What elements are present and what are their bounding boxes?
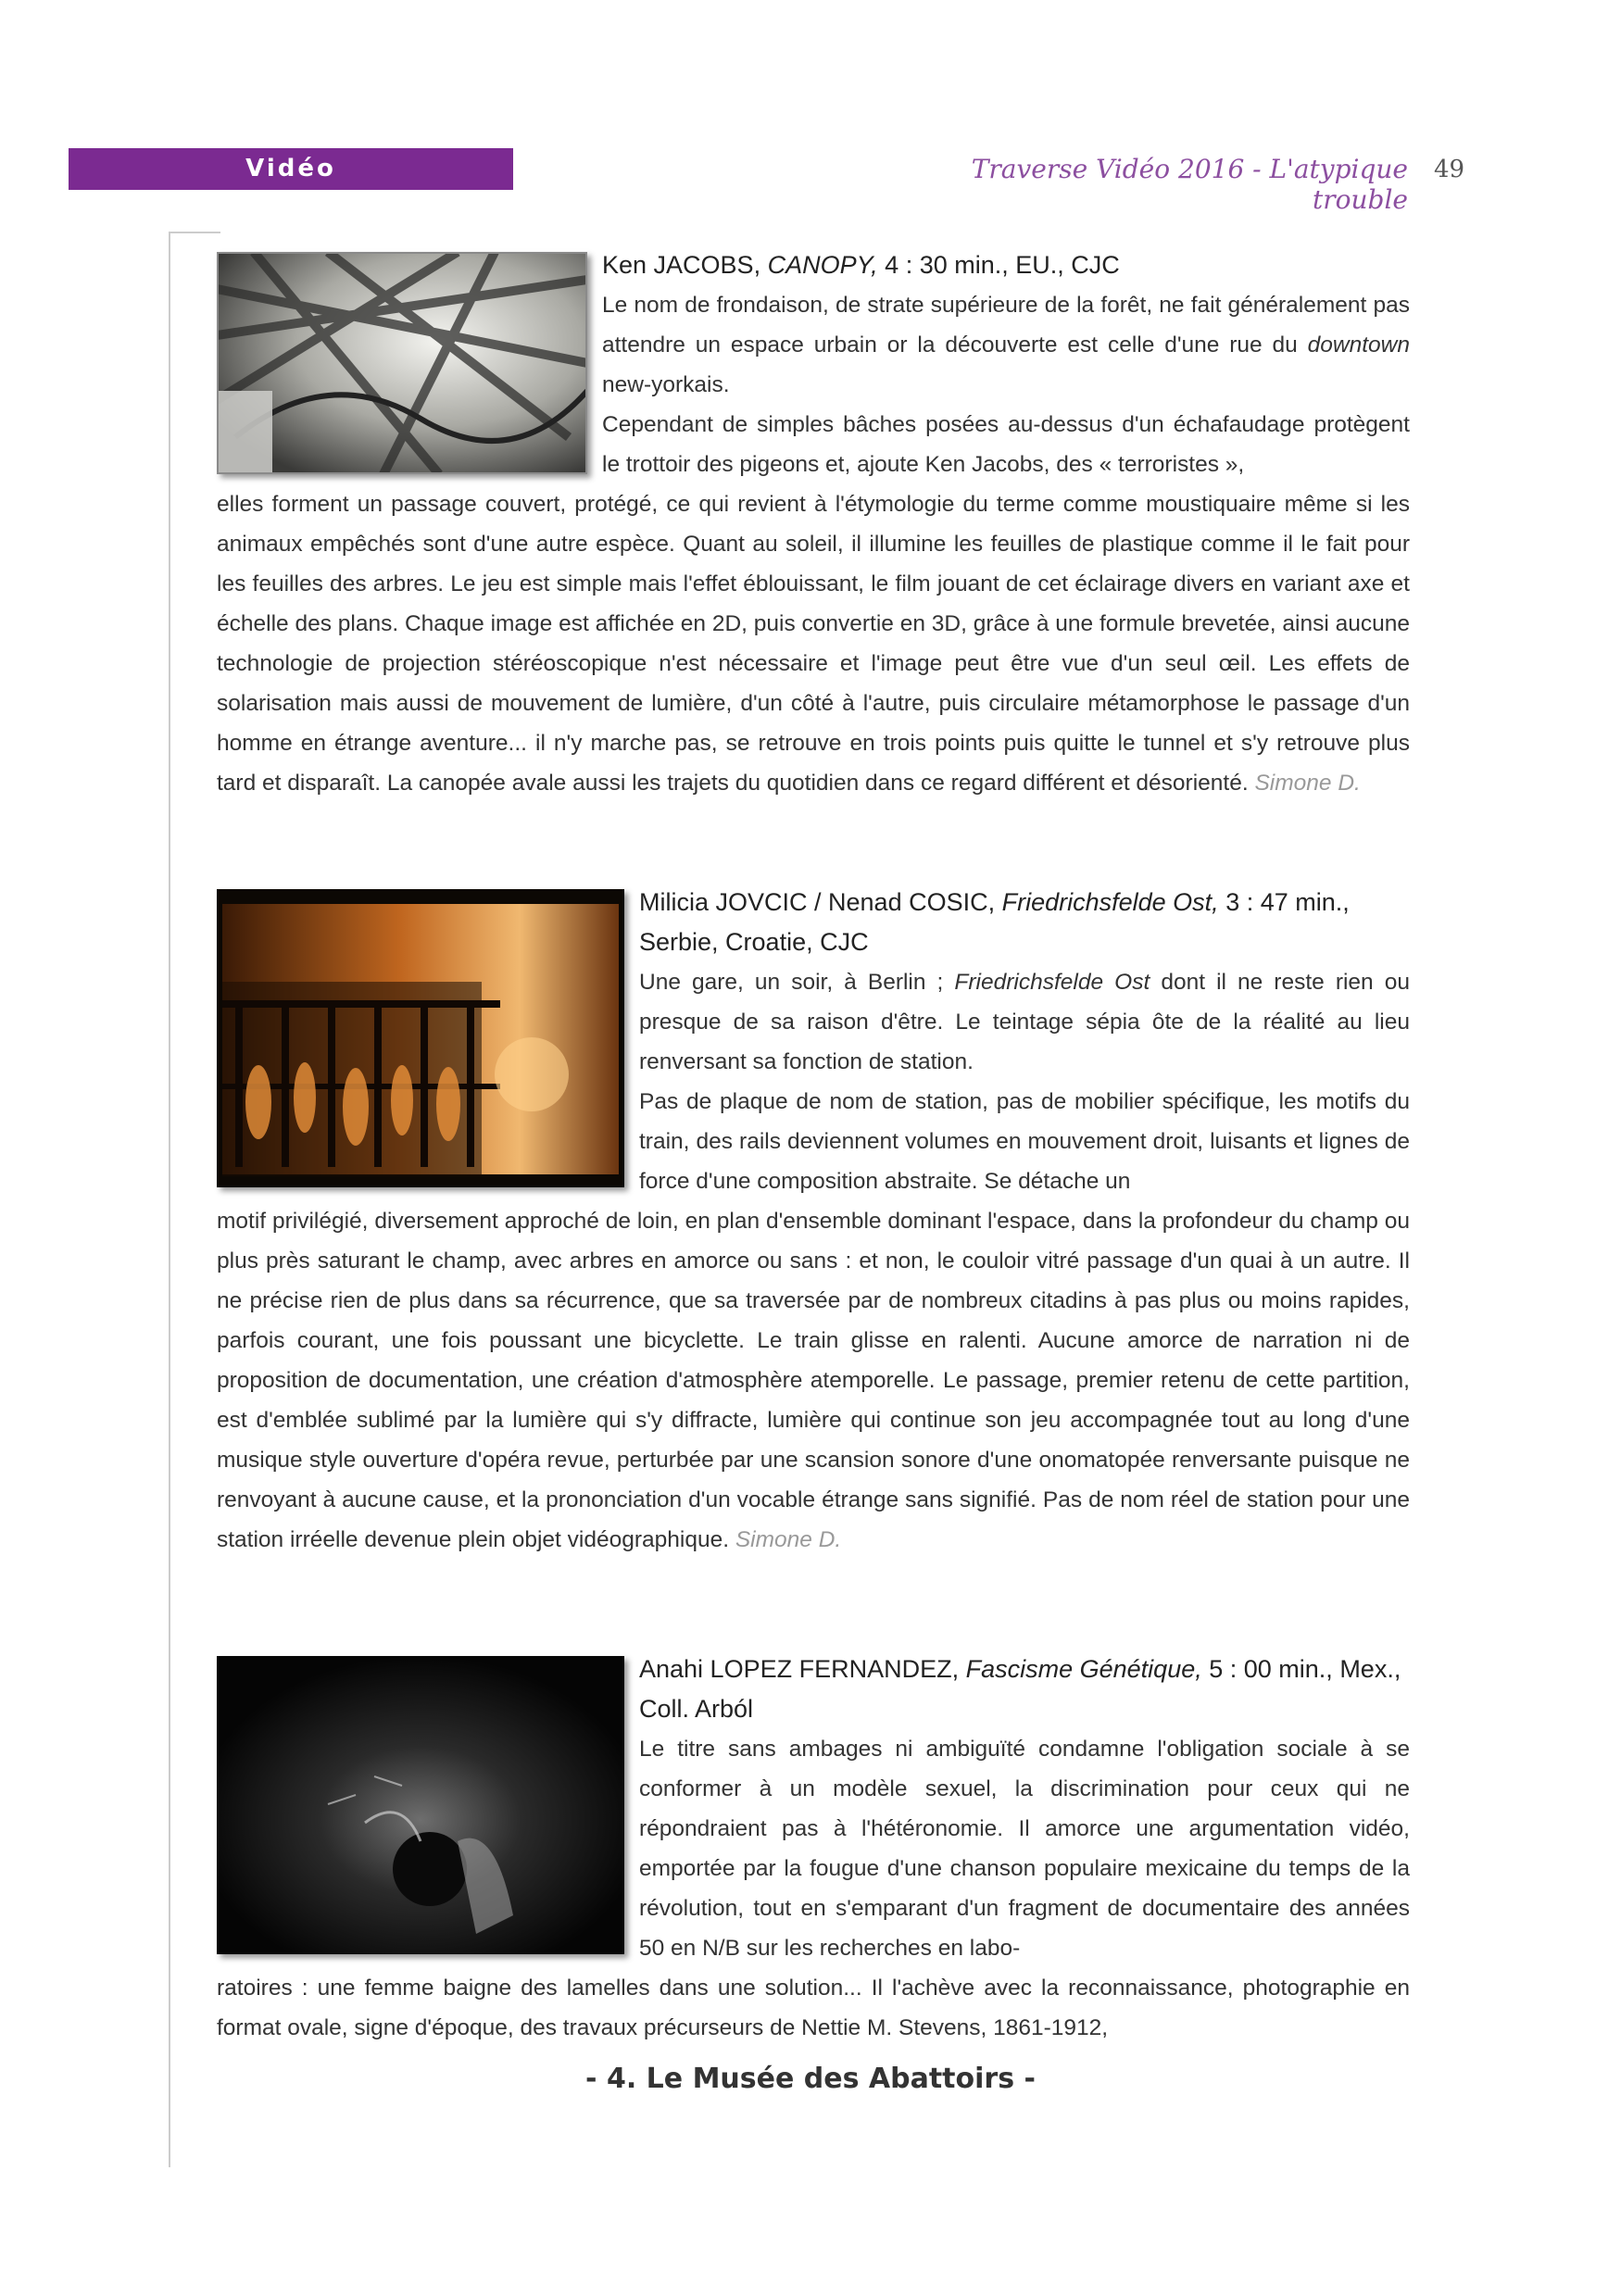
text-run: Une gare, un soir, à Berlin ; — [639, 970, 944, 995]
friedrichsfelde-still-image — [217, 889, 624, 1187]
margin-rule — [169, 232, 170, 2167]
signature: Simone D. — [735, 1527, 842, 1552]
margin-rule-top — [169, 232, 220, 233]
entry-author: Anahi LOPEZ FERNANDEZ, — [639, 1655, 960, 1683]
entry-heading — [639, 1650, 1410, 1729]
entry-meta: 5 : 00 min., Mex., Coll. Arból — [639, 1655, 1401, 1723]
fascisme-genetique-still-image — [217, 1656, 624, 1954]
entry-author: Milicia JOVCIC / Nenad COSIC, — [639, 888, 996, 916]
text-run: new-yorkais. — [602, 372, 730, 397]
entry-title: Friedrichsfelde Ost, — [1001, 888, 1219, 916]
text-run: dont il ne reste rien ou presque de sa raison d'être. Le teintage sépia ôte de la réalité au lieu renversant sa fonction de station. — [639, 970, 1410, 1074]
entry-canopy — [602, 245, 1410, 484]
page-number: 49 — [1434, 156, 1465, 183]
entry-author: Ken JACOBS, — [602, 251, 761, 279]
entry-canopy-continued — [217, 484, 1410, 803]
paragraph — [217, 484, 1410, 803]
entry-fascisme-genetique-continued — [217, 1968, 1410, 2048]
paragraph — [602, 285, 1410, 405]
signature: Simone D. — [1254, 771, 1361, 796]
paragraph — [639, 962, 1410, 1082]
entry-friedrichsfelde — [639, 883, 1410, 1201]
paragraph: Le titre sans ambages ni ambiguïté condamne l'obligation sociale à se conformer à un modèle sexuel, la discrimination pour ceux qui ne répondraient pas à l'hétéronomie. Il amorce une argumentation vidéo, emportée par la fougue d'une chanson populaire mexicaine du temps de la révolution, tout en s'emparant d'un fragment de documentaire des années 50 en N/B sur les recherches en labo- — [639, 1737, 1410, 1961]
paragraph: Pas de plaque de nom de station, pas de mobilier spécifique, les motifs du train, des rails deviennent volumes en mouvement droit, luisants et lignes de force d'une composition abstraite. Se détache un — [639, 1089, 1410, 1194]
paragraph — [217, 1201, 1410, 1560]
entry-heading — [602, 245, 1410, 285]
paragraph: ratoires : une femme baigne des lamelles dans une solution... Il l'achève avec la reconnaissance, photographie en format ovale, signe d'époque, des travaux précurseurs de Nettie M. Stevens, 1861-1912, — [217, 1976, 1410, 2040]
text-run: Le nom de frondaison, de strate supérieure de la forêt, ne fait généralement pas attendre un espace urbain or la découverte est celle d'une rue du — [602, 293, 1410, 358]
text-run-italic: Friedrichsfelde Ost — [954, 970, 1150, 995]
entry-fascisme-genetique — [639, 1650, 1410, 1968]
page-footer: - 4. Le Musée des Abattoirs - — [585, 2063, 1036, 2095]
running-title: Traverse Vidéo 2016 - L'atypique trouble — [971, 154, 1408, 215]
section-tab: Vidéo — [69, 148, 513, 190]
entry-title: Fascisme Génétique, — [965, 1655, 1202, 1683]
text-run-italic: downtown — [1307, 332, 1410, 358]
paragraph: Cependant de simples bâches posées au-dessus d'un échafaudage protègent le trottoir des pigeons et, ajoute Ken Jacobs, des « terroristes », — [602, 412, 1410, 477]
entry-meta: 3 : 47 min., Serbie, Croatie, CJC — [639, 888, 1350, 956]
text-run: elles forment un passage couvert, protégé, ce qui revient à l'étymologie du terme comme moustiquaire même si les animaux empêchés sont d'une autre espèce. Quant au soleil, il illumine les feuilles de plastique comme il le fait pour les feuilles des arbres. Le jeu est simple mais l'effet éblouissant, le film jouant de cet éclairage divers en variant axe et échelle des plans. Chaque image est affichée en 2D, puis convertie en 3D, grâce à une formule brevetée, ainsi aucune technologie de projection stéréoscopique n'est nécessaire et l'image peut être vue d'un seul œil. Les effets de solarisation mais aussi de mouvement de lumière, d'un côté à l'autre, puis circulaire métamorphose le passage d'un homme en étrange aventure... il n'y marche pas, se retrouve en trois points puis quitte le tunnel et s'y retrouve plus tard et disparaît. La canopée avale aussi les trajets du quotidien dans ce regard différent et désorienté. — [217, 492, 1410, 796]
entry-heading — [639, 883, 1410, 962]
entry-friedrichsfelde-continued — [217, 1201, 1410, 1560]
entry-title: CANOPY, — [767, 251, 878, 279]
canopy-still-image — [217, 252, 587, 474]
entry-meta: 4 : 30 min., EU., CJC — [885, 251, 1120, 279]
text-run: motif privilégié, diversement approché de loin, en plan d'ensemble dominant l'espace, dans la profondeur du champ ou plus près saturant le champ, avec arbres en amorce ou sans : et non, le couloir vitré passage d'un quai à un autre. Il ne précise rien de plus dans sa récurrence, que sa traversée par de nombreux citadins à pas plus ou moins rapides, parfois courant, une fois poussant une bicyclette. Le train glisse en ralenti. Aucune amorce de narration ni de proposition de documentation, une création d'atmosphère atemporelle. Le passage, premier retenu de cette partition, est d'emblée sublimé par la lumière qui s'y diffracte, lumière qui continue son jeu accompagnée tout au long d'une musique style ouverture d'opéra revue, perturbée par une scansion sonore d'une onomatopée renversante puisque ne renvoyant à aucune cause, et la prononciation d'un vocable étrange sans signifié. Pas de nom réel de station pour une station irréelle devenue plein objet vidéographique. — [217, 1209, 1410, 1552]
